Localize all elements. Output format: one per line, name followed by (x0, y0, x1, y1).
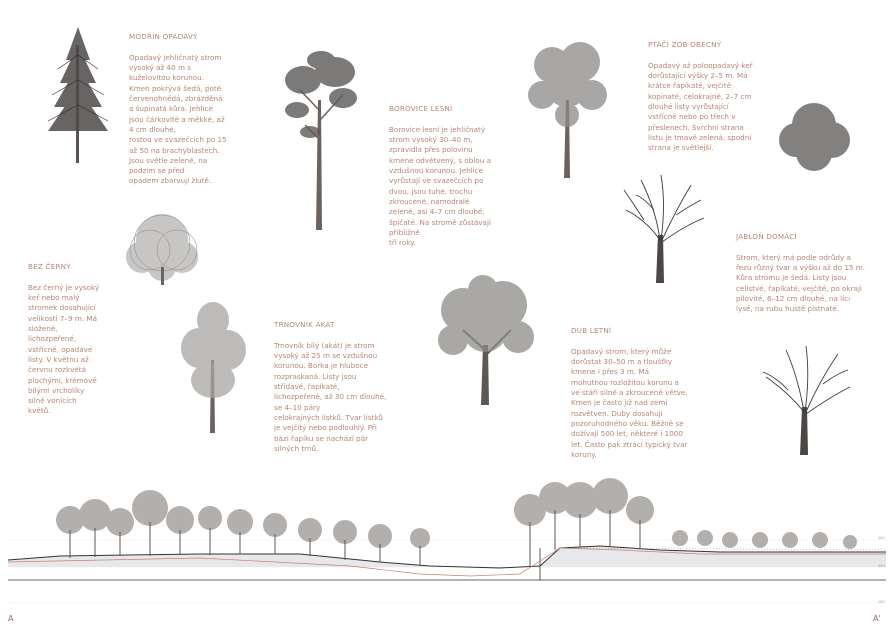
species-description: Opadavý strom, který může dorůstat 30–50 m a tloušťky kmene i přes 3 m. Má mohutnou rozložitou korunu a ve stáří silné a zkroucené větve. Kmen je často již nad zemí rozvětven. Duby dosahují pozoruhodného věku. Běžně se dožívají 500 let, některé i 1000 let. Často pak ztrácí typický tvar koruny. (571, 346, 688, 459)
species-crataegus-text (648, 30, 783, 154)
section-label-left: A (8, 614, 14, 623)
species-description: Trnovník bílý (akát) je strom vysoký až 25 m se vzdušnou korunou. Borka je hluboce rozpraskaná. Listy jsou střídavé, řapíkaté, lichozpeřené, až 30 cm dlouhé, se 4–10 páry celokrajných lístků. Tvar lístků je vejčitý nebo podlouhlý. Při bázi řapíku se nachází pár silných trnů. (274, 340, 387, 453)
elder-shrub-icon (122, 205, 204, 287)
pine-tree-icon (275, 50, 365, 232)
species-description: Opadavý až poloopadavý keř dorůstající výšky 2–5 m. Má krátce řapíkaté, vejčitě kopinaté, celokrajné, 2–7 cm dlouhé listy vyrůstající vstřícně nebo po třech v přeslenech. Svrchní strana listu je tmavě zelená, spodní strana je světlejší. (648, 60, 753, 153)
species-title: BEZ ČERNÝ (28, 262, 71, 272)
privet-tree-icon (522, 40, 612, 180)
apple-tree-icon (616, 170, 708, 285)
species-larix-text (129, 22, 269, 187)
species-title: PTAČÍ ZOB OBECNÝ (648, 40, 722, 50)
species-title: TRNOVNÍK AKÁT (274, 320, 335, 330)
elevation-label: 250 (878, 564, 885, 568)
oak-tree-icon (433, 275, 541, 407)
species-title: JABLOŇ DOMÁCÍ (736, 232, 797, 242)
species-description: Borovice lesní je jehličnatý strom vysoký 30–40 m, zpravidla přes polovinu kmene odvětvený, s oblou a vzdušnou korunou. Jehlice vyrůstají ve svazečcích po dvou, jsou tuhé, trochu zkroucené, namodralé zelené, asi 4–7 cm dlouhé, špičaté. Na stromě zůstávají přibližně tři roky. (389, 124, 491, 248)
bare-tree-icon (758, 342, 853, 457)
species-sambucus-text (28, 252, 118, 417)
larch-tree-icon (38, 25, 118, 165)
elevation-label: 165 (878, 536, 885, 540)
species-malus-text (736, 222, 886, 315)
locust-tree-icon (174, 300, 252, 435)
species-quercus-text (571, 316, 711, 460)
section-label-right: A' (873, 614, 881, 623)
species-pinus-text (389, 94, 524, 248)
species-title: MODŘÍN OPADAVÝ (129, 32, 198, 42)
species-description: Opadavý jehličnatý strom vysoký až 40 m s kuželovitou korunou. Kmen pokrývá šedá, poté červenohnědá, zbrázděná a šupinatá kůra. Jehlice jsou čárkovité a měkké, až 4 cm dlouhé, rostou ve svazečcích po 15 až 50 na brachyblastech. Jsou světle zelené, na podzim se před opadem zbarvují žlutě. (129, 52, 227, 186)
privet-shrub-icon (774, 95, 856, 177)
species-title: DUB LETNÍ (571, 326, 612, 336)
elevation-label: 180 (878, 600, 885, 604)
species-title: BOROVICE LESNÍ (389, 104, 453, 114)
species-description: Bez černý je vysoký keř nebo malý stromek dosahující velikosti 7–9 m. Má složené, lichozpeřené, vstřícné, opadavé listy. V květnu až červnu rozkvétá plochými, krémově bílými vrcholíky silně vonících květů. (28, 282, 100, 416)
species-description: Strom, který má podle odrůdy a řezu různý tvar a výšku až do 15 m. Kůra stromu je šedá. Listy jsou celistvé, řapíkaté, vejčité, po okraji pilovité, 6–12 cm dlouhé, na líci lysé, na rubu hustě plstnaté. (736, 252, 866, 314)
species-robinia-text (274, 310, 414, 454)
landscape-section (0, 470, 894, 610)
